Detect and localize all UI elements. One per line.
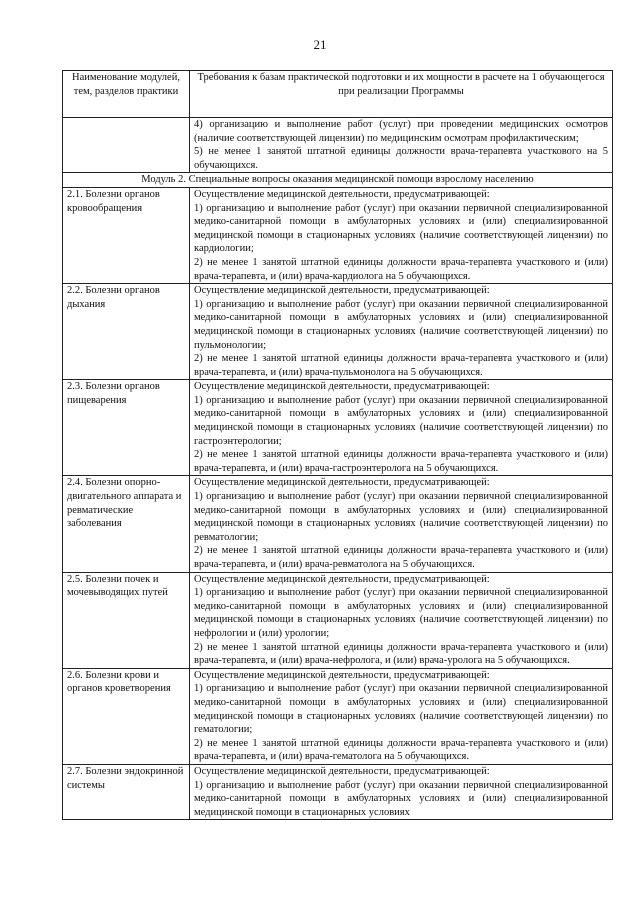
requirement-line: Осуществление медицинской деятельности, предусматривающей: [194, 573, 490, 585]
section-cell: 2.3. Болезни органов пищеварения [63, 380, 190, 476]
requirement-line: Осуществление медицинской деятельности, предусматривающей: [194, 669, 490, 681]
requirement-line: Осуществление медицинской деятельности, предусматривающей: [194, 188, 490, 200]
section-cell: 2.7. Болезни эндокринной системы [63, 764, 190, 819]
table-row [63, 284, 613, 380]
table-row-continuation [63, 118, 613, 173]
requirements-cell [190, 668, 613, 764]
requirement-line: 1) организацию и выполнение работ (услуг) при оказании первичной специализированной медико-санитарной помощи в амбулаторных условиях и (или) специализированной медицинской помощи в стационарных условиях (наличие соответствующей лицензии) по гематологии; [194, 683, 608, 736]
requirement-line: 1) организацию и выполнение работ (услуг) при оказании первичной специализированной медико-санитарной помощи в амбулаторных условиях и (или) специализированной медицинской помощи в стационарных условиях (наличие соответствующей лицензии) по гастроэнтерологии; [194, 394, 608, 447]
section-cell: 2.6. Болезни крови и органов кроветворения [63, 668, 190, 764]
table-row [63, 764, 613, 819]
module-title: Модуль 2. Специальные вопросы оказания медицинской помощи взрослому населению [63, 173, 613, 188]
requirement-line: 1) организацию и выполнение работ (услуг) при оказании первичной специализированной медико-санитарной помощи в амбулаторных условиях и (или) специализированной медицинской помощи в стационарных условиях (наличие соответствующей лицензии) по нефрологии и (или) урологии; [194, 587, 608, 639]
requirement-line: Осуществление медицинской деятельности, предусматривающей: [194, 477, 490, 489]
requirement-line: 2) не менее 1 занятой штатной единицы должности врача-терапевта участкового и (или) врача-терапевта, и (или) врача-гастроэнтеролога на 5 обучающихся. [194, 449, 608, 474]
requirement-line: 1) организацию и выполнение работ (услуг) при оказании первичной специализированной медико-санитарной помощи в амбулаторных условиях и (или) специализированной медицинской помощи в стационарных условиях (наличие соответствующей лицензии) по ревматологии; [194, 491, 608, 543]
requirement-line: 2) не менее 1 занятой штатной единицы должности врача-терапевта участкового и (или) врача-терапевта, и (или) врача-нефролога, и (или) врача-уролога на 5 обучающихся. [194, 641, 608, 667]
header-sections: Наименование модулей, тем, разделов практики [63, 71, 190, 118]
header-requirements: Требования к базам практической подготовки и их мощности в расчете на 1 обучающегося при реализации Программы [190, 71, 613, 118]
table-body [63, 118, 613, 820]
requirement-line: 2) не менее 1 занятой штатной единицы должности врача-терапевта участкового и (или) врача-терапевта, и (или) врача-пульмонолога на 5 обучающихся. [194, 353, 608, 378]
requirement-line: 2) не менее 1 занятой штатной единицы должности врача-терапевта участкового и (или) врача-терапевта, и (или) врача-кардиолога на 5 обучающихся. [194, 256, 608, 282]
requirement-line: 1) организацию и выполнение работ (услуг) при оказании первичной специализированной медико-санитарной помощи в амбулаторных условиях и (или) специализированной медицинской помощи в стационарных условиях (наличие соответствующей лицензии) по пульмонологии; [194, 298, 608, 351]
table-row [63, 380, 613, 476]
requirement-line: 2) не менее 1 занятой штатной единицы должности врача-терапевта участкового и (или) врача-терапевта, и (или) врача-ревматолога на 5 обучающихся. [194, 545, 608, 570]
requirement-line: 1) организацию и выполнение работ (услуг) при оказании первичной специализированной медико-санитарной помощи в амбулаторных условиях и (или) специализированной медицинской помощи в стационарных условиях (наличие соответствующей лицензии) по кардиологии; [194, 202, 608, 255]
section-cell: 2.4. Болезни опорно-двигательного аппарата и ревматические заболевания [63, 476, 190, 572]
table-row [63, 476, 613, 572]
requirement-line: 2) не менее 1 занятой штатной единицы должности врача-терапевта участкового и (или) врача-терапевта, и (или) врача-гематолога на 5 обучающихся. [194, 737, 608, 763]
requirements-cell [190, 572, 613, 668]
requirement-line: 5) не менее 1 занятой штатной единицы должности врача-терапевта участкового на 5 обучающихся. [194, 146, 608, 171]
requirement-line: Осуществление медицинской деятельности, предусматривающей: [194, 285, 490, 297]
table-header-row [63, 71, 613, 118]
requirement-line: 1) организацию и выполнение работ (услуг) при оказании первичной специализированной медико-санитарной помощи в амбулаторных условиях и (или) специализированной медицинской помощи в стационарных условиях [194, 779, 608, 818]
requirements-cell [190, 284, 613, 380]
module-row [63, 173, 613, 188]
page-number: 21 [313, 37, 327, 52]
requirement-line: Осуществление медицинской деятельности, предусматривающей: [194, 765, 490, 777]
requirements-cell [190, 380, 613, 476]
table-row [63, 668, 613, 764]
requirements-cell [190, 118, 613, 173]
section-cell [63, 118, 190, 173]
requirements-cell [190, 187, 613, 283]
section-cell: 2.1. Болезни органов кровообращения [63, 187, 190, 283]
table-row [63, 187, 613, 283]
requirements-cell [190, 476, 613, 572]
requirements-table [62, 70, 613, 820]
requirements-cell [190, 764, 613, 819]
table-row [63, 572, 613, 668]
section-cell: 2.2. Болезни органов дыхания [63, 284, 190, 380]
requirement-line: 4) организацию и выполнение работ (услуг) при проведении медицинских осмотров (наличие соответствующей лицензии) по медицинским осмотрам профилактическим; [194, 119, 608, 144]
requirement-line: Осуществление медицинской деятельности, предусматривающей: [194, 381, 490, 393]
section-cell: 2.5. Болезни почек и мочевыводящих путей [63, 572, 190, 668]
